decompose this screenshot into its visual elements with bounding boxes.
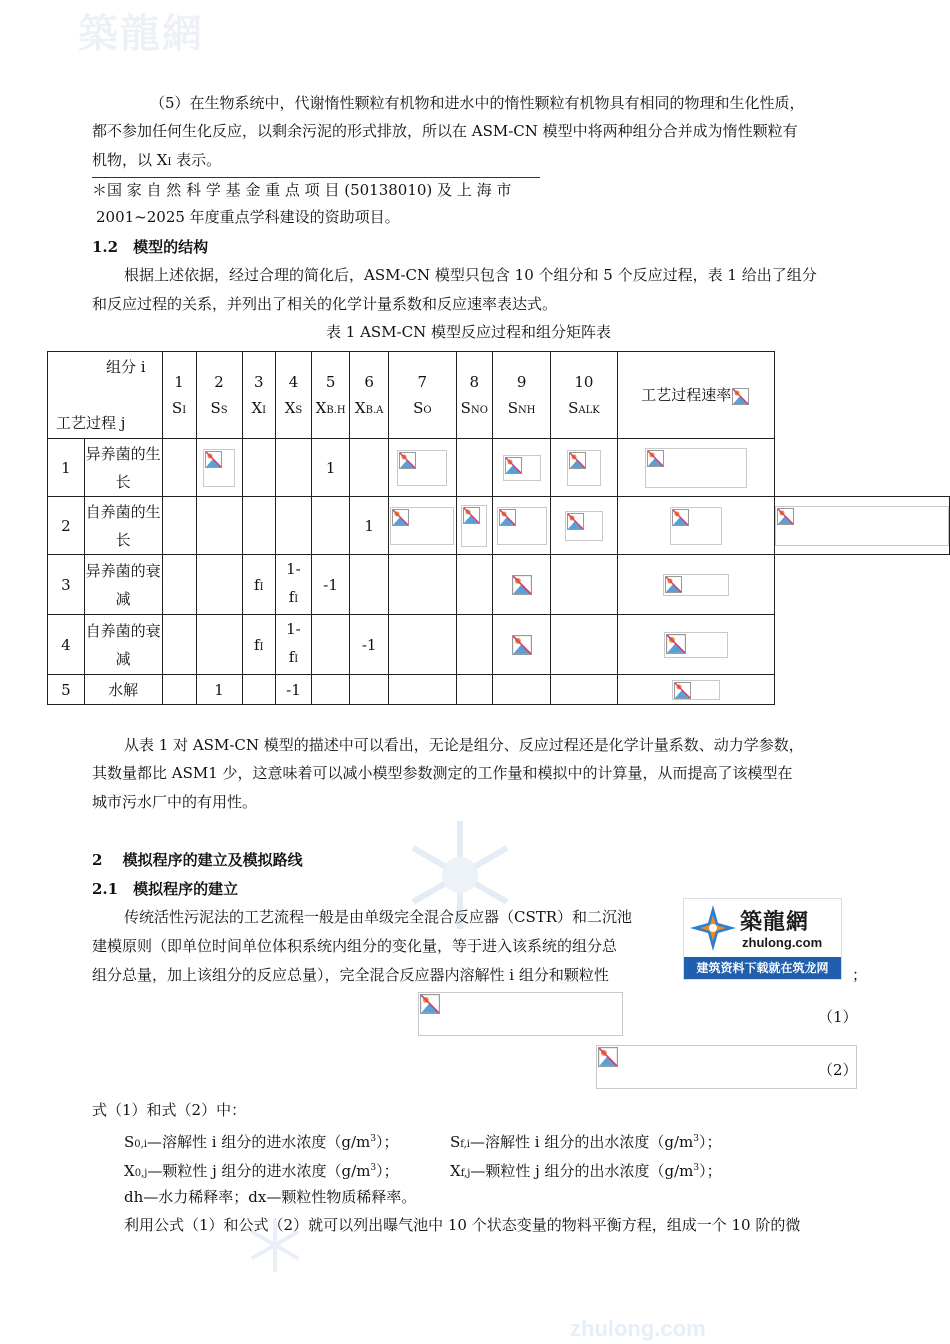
- coef: f: [288, 588, 295, 606]
- sym-base: S: [171, 399, 183, 417]
- text: 机物，以 X: [92, 151, 168, 169]
- definition-dh-dx: dh—水力稀释率；dx—颗粒性物质稀释率。: [124, 1188, 417, 1206]
- desc: —颗粒性 j 组分的进水浓度（g/m: [147, 1162, 371, 1180]
- col-header-1: [162, 352, 196, 439]
- name-line: 自养菌的生: [85, 502, 161, 521]
- cube-sup: 3: [370, 1134, 376, 1144]
- cell: [311, 615, 349, 675]
- coef-line: 1-: [286, 620, 301, 638]
- col-sym: [197, 399, 242, 417]
- section-heading-1-2: 1.2 模型的结构: [92, 238, 209, 256]
- corner-component-label: 组分 i: [106, 358, 146, 376]
- row-num: 5: [48, 675, 85, 705]
- col-sym: [457, 399, 492, 417]
- cell: [388, 675, 456, 705]
- coef-sub: I: [294, 594, 299, 605]
- cell: [551, 439, 617, 497]
- broken-image-icon: [511, 574, 533, 596]
- paragraph-5-line-2: 都不参加任何生化反应，以剩余污泥的形式排放，所以在 ASM-CN 模型中将两种组分合并成为惰性颗粒有: [92, 122, 798, 140]
- sym-base: S: [210, 399, 221, 417]
- sym-sub: S: [295, 405, 303, 416]
- coef-line: 1-: [286, 560, 301, 578]
- cell-xbh: -1: [311, 555, 349, 615]
- cell-ss: 1: [196, 675, 242, 705]
- col-num: 6: [364, 373, 374, 391]
- paragraph-2-1-line-3-end: ；: [852, 966, 868, 984]
- paragraph-2-1-line-2: 建模原则（即单位时间单位体积系统内组分的变化量，等于进入该系统的组分总: [92, 937, 618, 955]
- broken-image-icon: [511, 634, 533, 656]
- paragraph-1-2-line-2: 和反应过程的关系，并列出了相关的化学计量系数和反应速率表达式。: [92, 295, 558, 313]
- paragraph-1-2-line-1: 根据上述依据，经过合理的简化后，ASM-CN 模型只包含 10 个组分和 5 个反应过程，表 1 给出了组分: [124, 266, 817, 284]
- table-row: [48, 675, 950, 705]
- cube-sup: 3: [693, 1163, 700, 1173]
- sym-sub: 0,j: [134, 1168, 148, 1179]
- broken-image-icon: [203, 449, 235, 487]
- desc: —颗粒性 j 组分的出水浓度（g/m: [470, 1162, 694, 1180]
- sym-sub: NO: [470, 405, 488, 416]
- table-row: [48, 555, 950, 615]
- sym-sub: ALK: [578, 405, 600, 416]
- broken-image-icon: [461, 505, 487, 547]
- definition-sf: [450, 1129, 721, 1155]
- cell: [162, 555, 196, 615]
- col-num: 7: [417, 373, 428, 391]
- cell: [276, 439, 312, 497]
- col-header-5: [311, 352, 349, 439]
- broken-image-icon: [672, 680, 720, 700]
- col-num: 8: [469, 373, 480, 391]
- sym-base: S: [413, 399, 424, 417]
- col-header-4: [276, 352, 312, 439]
- col-header-9: [492, 352, 550, 439]
- watermark-top: 築龍網: [78, 10, 204, 57]
- desc: —溶解性 i 组分的出水浓度（g/m: [470, 1133, 694, 1151]
- coef-sub: I: [259, 641, 264, 653]
- sym: S: [124, 1133, 135, 1151]
- paragraph-after-table-line-1: 从表 1 对 ASM-CN 模型的描述中可以看出，无论是组分、反应过程还是化学计量系数、动力学参数，: [124, 736, 804, 754]
- table-header-row: [48, 352, 950, 439]
- sym-base: S: [568, 399, 579, 417]
- sym-base: X: [284, 399, 296, 417]
- close: ）；: [375, 1133, 399, 1151]
- table-row: [48, 497, 950, 555]
- cell: [350, 439, 389, 497]
- sym: X: [124, 1162, 135, 1180]
- coef-sub: I: [294, 654, 299, 665]
- coef: f: [254, 635, 260, 654]
- cell: [388, 497, 456, 555]
- cell: [492, 439, 550, 497]
- row-num: 2: [48, 497, 85, 555]
- footnote-line-2: 2001~2025 年度重点学科建设的资助项目。: [96, 208, 400, 226]
- table-row: [48, 615, 950, 675]
- sym: X: [450, 1162, 461, 1180]
- section-heading-2-1: 2.1 模拟程序的建立: [92, 880, 239, 898]
- equation-2-number: （2）: [818, 1061, 858, 1079]
- name-line: 减: [115, 589, 131, 608]
- row-process-name: 水解: [84, 675, 162, 705]
- name-line: 异养菌的生: [85, 444, 161, 463]
- definition-xf: [450, 1158, 722, 1184]
- broken-image-icon: [663, 574, 729, 596]
- cell-xi: [242, 555, 276, 615]
- col-header-3: [242, 352, 276, 439]
- sym-base: S: [460, 399, 471, 417]
- sym-sub: f,i: [460, 1139, 471, 1150]
- cell-rate: [617, 675, 774, 705]
- desc: —溶解性 i 组分的进水浓度（g/m: [147, 1133, 371, 1151]
- row-process-name: [84, 439, 162, 497]
- cell-rate: [617, 615, 774, 675]
- col-num: 1: [174, 373, 184, 391]
- cell: [242, 497, 276, 555]
- cell: [388, 615, 456, 675]
- zhulong-logo: [683, 898, 842, 980]
- cell: [551, 615, 617, 675]
- col-header-rate: [617, 352, 774, 439]
- col-num: 4: [288, 373, 299, 391]
- sym: S: [450, 1133, 461, 1151]
- paragraph-after-table-line-2: 其数量都比 ASM1 少，这意味着可以减小模型参数测定的工作量和模拟中的计算量，从而提高了该模型在: [92, 764, 793, 782]
- cell: [456, 675, 492, 705]
- sym-sub: S: [220, 405, 228, 416]
- table-corner-cell: [48, 352, 163, 439]
- col-num: 9: [516, 373, 527, 391]
- col-sym: [389, 399, 456, 417]
- sym-sub: 0,i: [134, 1139, 148, 1150]
- sym-sub: NH: [518, 405, 536, 416]
- row-num: 3: [48, 555, 85, 615]
- col-sym: [350, 399, 388, 417]
- name-line: 减: [115, 649, 131, 668]
- watermark-bottom: zhulong.com: [570, 1316, 706, 1341]
- logo-english-text: zhulong.com: [742, 935, 823, 950]
- coef-sub: I: [259, 581, 264, 593]
- cell-xbh: 1: [311, 439, 349, 497]
- cell: [162, 497, 196, 555]
- col-sym: [493, 399, 550, 417]
- col-header-2: [196, 352, 242, 439]
- paragraph-last-line: 利用公式（1）和公式（2）就可以列出曝气池中 10 个状态变量的物料平衡方程，组成一个 10 阶的微: [124, 1216, 801, 1234]
- sym-sub: O: [423, 405, 432, 416]
- paragraph-5-line-3: [92, 150, 221, 173]
- table-caption: 表 1 ASM-CN 模型反应过程和组分矩阵表: [326, 323, 611, 341]
- sym-base: S: [507, 399, 519, 417]
- col-num: 10: [574, 373, 594, 391]
- cell: [551, 497, 617, 555]
- cell: [162, 615, 196, 675]
- sym-base: X: [315, 399, 327, 417]
- footnote-divider: [92, 177, 540, 178]
- col-sym: [276, 399, 311, 417]
- cell: [311, 497, 349, 555]
- sym-sub: B.A: [365, 405, 384, 416]
- paragraph-2-1-line-1: 传统活性污泥法的工艺流程一般是由单级完全混合反应器（CSTR）和二沉池: [124, 908, 633, 926]
- name-line: 自养菌的衰: [85, 621, 161, 640]
- broken-image-icon: [503, 455, 541, 481]
- cell: [196, 555, 242, 615]
- cell: [456, 555, 492, 615]
- sym-sub: I: [262, 405, 267, 416]
- section-heading-2: 2 模拟程序的建立及模拟路线: [92, 851, 303, 869]
- equation-1-number: （1）: [818, 1008, 858, 1026]
- cell: [276, 497, 312, 555]
- cell: [311, 675, 349, 705]
- component-process-matrix-table: [47, 351, 950, 705]
- broken-image-icon: [565, 511, 603, 541]
- close: ）；: [699, 1162, 722, 1180]
- cell-xs: [276, 615, 312, 675]
- logo-chinese-text: 築龍網: [740, 910, 810, 935]
- equation-where-label: 式（1）和式（2）中：: [92, 1101, 247, 1119]
- cell: [551, 675, 617, 705]
- broken-image-icon: [775, 506, 949, 546]
- corner-process-label: 工艺过程 j: [56, 414, 126, 432]
- cell: [196, 439, 242, 497]
- cell: [162, 675, 196, 705]
- col-sym: [551, 399, 616, 417]
- cell-xba: 1: [350, 497, 389, 555]
- broken-image-icon: [731, 387, 750, 406]
- close: ）；: [698, 1133, 722, 1151]
- coef-line: [276, 643, 311, 674]
- broken-image-icon: [567, 450, 601, 486]
- col-header-7: [388, 352, 456, 439]
- sym-sub: B.H: [326, 405, 346, 416]
- close: ）；: [376, 1162, 399, 1180]
- col-num: 2: [214, 373, 224, 391]
- broken-image-icon: [497, 507, 547, 545]
- cell: [196, 615, 242, 675]
- logo-banner: 建筑资料下载就在筑龙网: [684, 957, 841, 979]
- sym-sub: f,j: [460, 1168, 471, 1179]
- cell-rate: [775, 497, 950, 555]
- cube-sup: 3: [370, 1163, 377, 1173]
- cell-xs: [276, 555, 312, 615]
- cell: [388, 439, 456, 497]
- row-process-name: [84, 555, 162, 615]
- col-header-6: [350, 352, 389, 439]
- cell: [492, 615, 550, 675]
- coef: f: [254, 575, 260, 594]
- cell: [388, 555, 456, 615]
- col-num: 5: [325, 373, 336, 391]
- cell: [162, 439, 196, 497]
- broken-image-icon: [645, 448, 747, 488]
- coef-line: [276, 583, 311, 614]
- zhulong-logo-icon: [688, 903, 738, 953]
- sym-sub: I: [182, 405, 187, 416]
- cell-rate: [617, 555, 774, 615]
- cell: [350, 555, 389, 615]
- rate-header-label: 工艺过程速率: [641, 386, 732, 405]
- cell: [492, 497, 550, 555]
- cell: [242, 675, 276, 705]
- cell: [617, 497, 774, 555]
- broken-image-icon: [670, 507, 722, 545]
- definition-x0: [124, 1158, 399, 1184]
- subscript: I: [167, 157, 172, 168]
- sym-base: X: [251, 399, 263, 417]
- broken-image-icon: [397, 450, 447, 486]
- cell: [456, 439, 492, 497]
- col-sym: [163, 399, 196, 417]
- sym-base: X: [354, 399, 366, 417]
- cell: [196, 497, 242, 555]
- cell: [456, 497, 492, 555]
- equation-1-image: [418, 992, 623, 1036]
- row-num: 4: [48, 615, 85, 675]
- broken-image-icon: [664, 632, 728, 658]
- cell: [456, 615, 492, 675]
- footnote-line-1: ＊国 家 自 然 科 学 基 金 重 点 项 目 (50138010) 及 上 海 市: [92, 181, 512, 199]
- row-process-name: [84, 615, 162, 675]
- table-row: [48, 439, 950, 497]
- cell: [350, 675, 389, 705]
- name-line: 异养菌的衰: [85, 561, 161, 580]
- cell: [242, 439, 276, 497]
- cell-xi: [242, 615, 276, 675]
- col-header-10: [551, 352, 617, 439]
- paragraph-5-line-1: （5）在生物系统中，代谢惰性颗粒有机物和进水中的惰性颗粒有机物具有相同的物理和生化性质，: [150, 94, 805, 112]
- row-process-name: [84, 497, 162, 555]
- row-num: 1: [48, 439, 85, 497]
- cell: [492, 675, 550, 705]
- cell-xs: -1: [276, 675, 312, 705]
- definition-s0: [124, 1129, 399, 1155]
- col-num: 3: [254, 373, 264, 391]
- cell: [492, 555, 550, 615]
- col-header-8: [456, 352, 492, 439]
- cube-sup: 3: [693, 1134, 699, 1144]
- name-line: 长: [115, 530, 131, 549]
- cell: [551, 555, 617, 615]
- name-line: 长: [115, 472, 131, 491]
- col-sym: [312, 399, 349, 417]
- coef: f: [288, 648, 295, 666]
- text: 表示。: [171, 151, 222, 169]
- broken-image-icon: [390, 507, 454, 545]
- cell-rate: [617, 439, 774, 497]
- paragraph-after-table-line-3: 城市污水厂中的有用性。: [92, 793, 258, 811]
- paragraph-2-1-line-3: 组分总量，加上该组分的反应总量），完全混合反应器内溶解性 i 组分和颗粒性: [92, 966, 609, 984]
- cell-xba: -1: [350, 615, 389, 675]
- col-sym: [243, 399, 276, 417]
